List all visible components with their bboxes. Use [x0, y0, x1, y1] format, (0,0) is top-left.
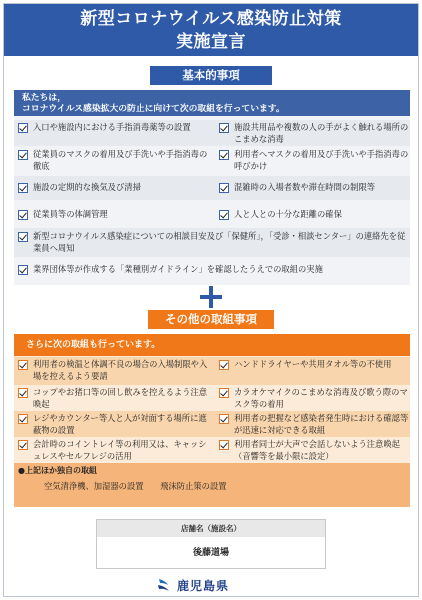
other-item-text: レジやカウンター等人と人が対面する場所に遮蔽物の設置 [33, 413, 207, 435]
other-extra-value: 空気清浄機、加湿器の設置 飛沫防止策の設置 [44, 481, 227, 491]
prefecture-name: 鹿児島県 [177, 578, 230, 593]
basic-item [18, 122, 210, 134]
basic-item-text: 施設の定期的な換気及び清掃 [33, 182, 141, 192]
other-item [219, 413, 409, 436]
other-extra-box [14, 463, 410, 507]
checkbox-checked-icon [219, 360, 229, 370]
header-title-line2: 実施宣言 [176, 32, 246, 52]
header-title-line1: 新型コロナウイルス感染防止対策 [80, 9, 342, 29]
checkbox-checked-icon [219, 123, 229, 133]
basic-item [219, 182, 409, 194]
basic-item [219, 209, 409, 221]
other-item [18, 387, 210, 410]
basic-item-text: 従業員等の体調管理 [33, 209, 108, 219]
other-item [219, 359, 409, 371]
basic-item [219, 122, 409, 145]
basic-intro [14, 90, 410, 116]
basic-item [18, 209, 210, 221]
store-name-box [96, 519, 326, 569]
other-item-text: 利用者の検温と体調不良の場合の入場制限や入場を控えるよう要請 [33, 359, 208, 381]
basic-item-text: 新型コロナウイルス感染症についての相談目安及び「保健所」，「受診・相談センター」の連絡先を従業員へ周知 [33, 231, 406, 253]
basic-item [18, 149, 210, 172]
basic-item-text: 利用者へマスクの着用及び手洗いや手指消毒の呼びかけ [234, 149, 409, 171]
other-intro: さらに次の取組も行っています。 [14, 334, 410, 356]
checkbox-checked-icon [219, 414, 229, 424]
basic-item-text: 人と人との十分な距離の確保 [234, 209, 342, 219]
checkbox-checked-icon [18, 414, 28, 424]
store-name: 後藤道場 [192, 548, 229, 558]
basic-intro-line2: コロナウイルス感染拡大の防止に向けて次の取組を行っています。 [22, 104, 285, 114]
prefecture-logo [156, 577, 229, 593]
basic-item [18, 264, 408, 276]
other-item-text: 会計時のコイントレイ等の利用又は、キャッシュレスやセルフレジの活用 [33, 439, 207, 461]
checkbox-checked-icon [18, 150, 28, 160]
basic-item [18, 231, 408, 254]
other-item-text: 利用者の把握など感染者発生時における確認等が迅速に対応できる取組 [234, 413, 409, 435]
other-item [219, 439, 409, 462]
other-item-text: 利用者同士が大声で会話しないよう注意喚起（音響等を最小限に設定） [234, 439, 400, 461]
other-item-text: ハンドドライヤーや共用タオル等の不使用 [234, 359, 392, 369]
checkbox-checked-icon [18, 123, 28, 133]
basic-intro-line1: 私たちは， [22, 93, 66, 103]
checkbox-checked-icon [18, 183, 28, 193]
basic-item [18, 182, 210, 194]
checkbox-checked-icon [219, 183, 229, 193]
checkbox-checked-icon [18, 232, 28, 242]
checkbox-checked-icon [18, 210, 28, 220]
declaration-header [4, 4, 418, 56]
other-item [219, 387, 409, 410]
checkbox-checked-icon [219, 440, 229, 450]
basic-item [219, 149, 409, 172]
checkbox-checked-icon [219, 150, 229, 160]
prefecture-emblem-icon [156, 577, 172, 593]
checkbox-checked-icon [18, 265, 28, 275]
checkbox-checked-icon [18, 440, 28, 450]
other-item [18, 359, 210, 382]
basic-item-text: 入口や施設内における手指消毒薬等の設置 [33, 122, 191, 132]
store-label: 店舗名（施設名） [97, 520, 325, 537]
other-item [18, 439, 210, 462]
checkbox-checked-icon [18, 388, 28, 398]
checkbox-checked-icon [219, 388, 229, 398]
other-item [18, 413, 210, 436]
other-section-label: その他の取組事項 [148, 310, 274, 329]
other-item-text: コップやお猪口等の回し飲みを控えるよう注意喚起 [33, 387, 208, 409]
basic-item-text: 混雑時の入場者数や滞在時間の制限等 [234, 182, 376, 192]
other-extra-label: ●上記ほか独自の取組 [18, 466, 97, 475]
basic-item-text: 施設共用品や複数の人の手がよく触れる場所のこまめな消毒 [234, 122, 409, 144]
plus-icon [198, 284, 224, 310]
basic-item-text: 業界団体等が作成する「業種別ガイドライン」を確認したうえでの取組の実施 [33, 264, 323, 274]
checkbox-checked-icon [219, 210, 229, 220]
other-item-text: カラオケマイクのこまめな消毒及び歌う際のマスク等の着用 [234, 387, 408, 409]
basic-section-label: 基本的事項 [150, 66, 272, 85]
basic-item-text: 従業員のマスクの着用及び手洗いや手指消毒の徹底 [33, 149, 208, 171]
checkbox-checked-icon [18, 360, 28, 370]
